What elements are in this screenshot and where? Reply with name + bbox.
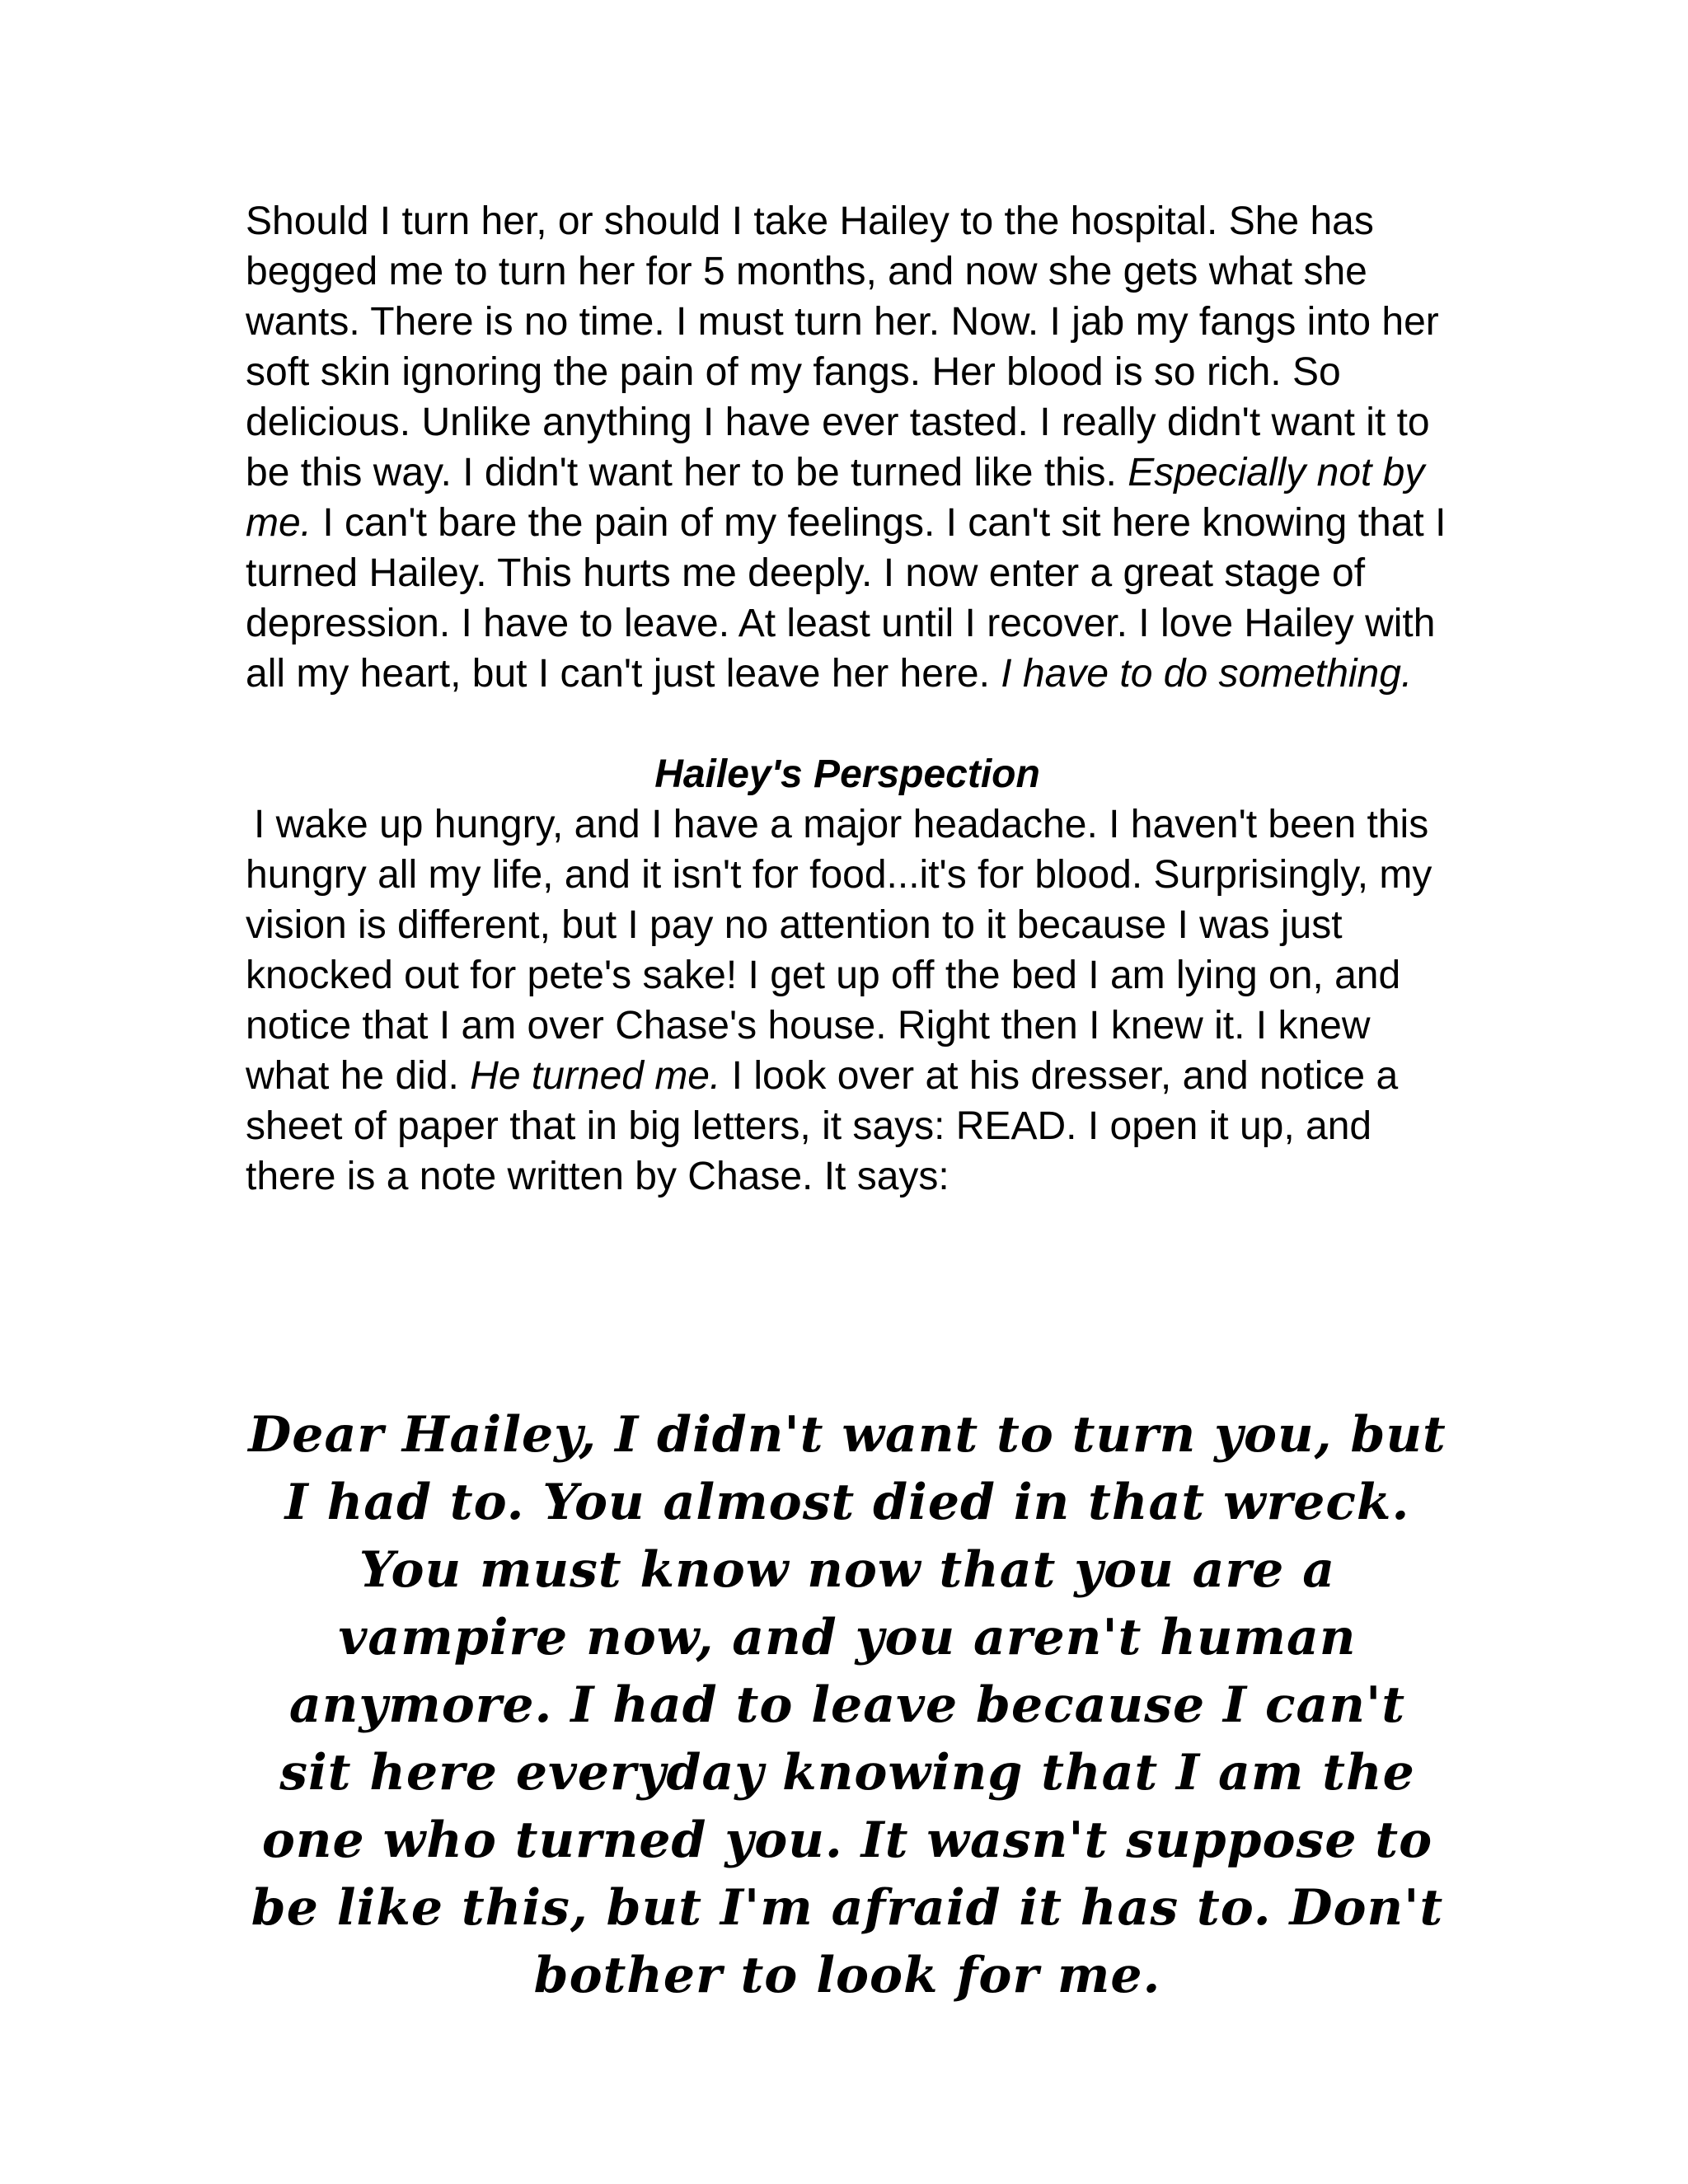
handwritten-letter [246, 1401, 1449, 2009]
letter-text: Dear Hailey, I didn't want to turn you, but I had to. You almost died in that wreck. You must know now that you are a vampire now, and you aren't human anymore. I had to leave because I can't sit here everyday knowing that I am the one who turned you. It wasn't suppose to be like this, but I'm afraid it has to. Don't bother to look for me. [248, 1406, 1447, 2004]
paragraph-hailey-text-1: I wake up hungry, and I have a major headache. I haven't been this hungry all my life, and it isn't for food...it's for blood. Surprisingly, my vision is different, but I pay no attention to it because I was just knocked out for pete's sake! I get up off the bed I am lying on, and notice that I am over Chase's house. Right then I knew it. I knew what he did. [246, 803, 1432, 1098]
paragraph-hailey [246, 799, 1449, 1202]
paragraph-chase-italic-2: I have to do something. [1001, 652, 1413, 696]
paragraph-hailey-italic-1: He turned me. [470, 1054, 721, 1098]
paragraph-chase-italic-1: Especially not by me. [246, 451, 1425, 545]
paragraph-chase-text-1: Should I turn her, or should I take Hailey to the hospital. She has begged me to turn her for 5 months, and now she gets what she wants. There is no time. I must turn her. Now. I jab my fangs into her soft skin ignoring the pain of my fangs. Her blood is so rich. So delicious. Unlike anything I have ever tasted. I really didn't want it to be this way. I didn't want her to be turned like this. [246, 199, 1439, 494]
story-body [246, 196, 1449, 1202]
paragraph-hailey-text-2: I look over at his dresser, and notice a sheet of paper that in big letters, it says: READ. I open it up, and there is a note written by Chase. It says: [246, 1054, 1399, 1198]
paragraph-chase-text-2: I can't bare the pain of my feelings. I can't sit here knowing that I turned Hailey. This hurts me deeply. I now enter a great stage of depression. I have to leave. At least until I recover. I love Hailey with all my heart, but I can't just leave her here. [246, 501, 1447, 696]
section-heading: Hailey's Perspection [654, 752, 1040, 796]
paragraph-chase [246, 196, 1449, 699]
